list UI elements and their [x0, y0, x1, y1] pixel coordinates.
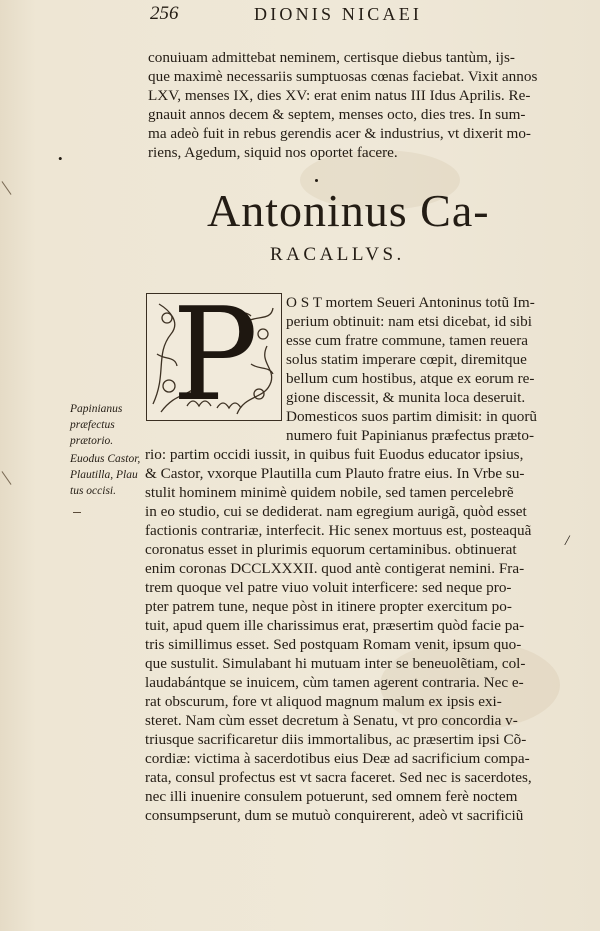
margin-note-line: prætorio. — [70, 435, 114, 447]
text-line: gione discessit, & munita loca deseruit. — [286, 389, 526, 406]
text-line: tris simillimus esset. Sed postquam Romam venit, ipsum quo- — [145, 636, 522, 653]
page-header — [150, 3, 570, 25]
text-line: laudabántque se inuicem, cùm tamen agerent contraria. Nec e- — [145, 674, 524, 691]
text-line: tuit, apud quem ille charissimus erat, præsertim quòd facie pa- — [145, 617, 525, 634]
text-line: in eo studio, cui se dediderat. nam egregium aurigã, quòd esset — [145, 503, 527, 520]
decorated-initial — [146, 281, 282, 430]
text-line: O S T mortem Seueri Antoninus totũ Im- — [286, 294, 535, 311]
text-line: conuiuam admittebat neminem, certisque diebus tantùm, ijs- — [148, 49, 515, 66]
text-line: numero fuit Papinianus præfectus præto- — [286, 427, 535, 444]
text-line: trem quoque vel patre viuo voluit interficere: sed neque pro- — [145, 579, 512, 596]
text-line: bellum cum hostibus, atque ex eorum re- — [286, 370, 535, 387]
chapter-title: Antoninus Ca- — [207, 185, 490, 236]
margin-tick: / — [565, 533, 570, 549]
margin-note-line: Papinianus — [70, 403, 123, 415]
margin-mark — [73, 512, 81, 513]
text-line: & Castor, vxorque Plautilla cum Plauto fratre eius. In Vrbe su- — [145, 465, 525, 482]
edge-mark — [2, 181, 12, 195]
running-head: DIONIS NICAEI — [254, 4, 423, 24]
text-line: cordiæ: victima à sacerdotibus eius Deæ ad sacrificium compa- — [145, 750, 530, 767]
text-line: solus statim imperare cœpit, diremitque — [286, 351, 527, 368]
text-line: que maximè necessariis sumptuosas cœnas faciebat. Vixit annos — [148, 68, 538, 85]
text-line: rata, consul profectus est vt sacra faceret. Sed nec is sacerdotes, — [145, 769, 532, 786]
text-line: rio: partim occidi iussit, in quibus fuit Euodus educator ipsius, — [145, 446, 524, 463]
text-line: enim coronas DCCLXXXII. quod antè contigerat nemini. Fra- — [145, 560, 525, 577]
decorative-dot — [315, 179, 318, 182]
margin-note-line: Plautilla, Plau — [70, 469, 138, 481]
text-line: pter patrem tune, neque pòst in itinere propter exercitum po- — [145, 598, 512, 615]
margin-note-line: præfectus — [70, 419, 115, 431]
margin-note-line: Euodus Castor, — [70, 453, 141, 465]
text-line: esse cum fratre commune, tamen reuera — [286, 332, 529, 349]
text-line: nec illi inuenire consulem potuerunt, sed omnem ferè noctem — [145, 788, 518, 805]
page-number: 256 — [150, 3, 179, 24]
edge-mark — [2, 471, 12, 485]
text-line: LXV, menses IX, dies XV: erat enim natus III Idus Aprilis. Re- — [148, 87, 531, 104]
text-line: factionis contrariæ, interfecit. Hic senex mortuus est, posteaquã — [145, 522, 532, 539]
text-line: ma adeò fuit in rebus gerendis acer & industrius, vt dixerit mo- — [148, 125, 531, 142]
initial-letter: P — [171, 281, 259, 430]
text-line: que sustulit. Simulabant hi mutuam inter se beneuolẽtiam, col- — [145, 655, 526, 672]
text-line: riens, Agedum, siquid nos oportet facere. — [148, 144, 398, 161]
text-line: perium obtinuit: nam etsi dicebat, id sibi — [286, 313, 532, 330]
chapter-title-continued: RACALLVS. — [270, 244, 405, 265]
text-line: gnauit annos decem & septem, menses octo, dies tres. In sum- — [148, 106, 526, 123]
text-line: rat obscurum, fore vt aliquod magnum malum ex ipsis exi- — [145, 693, 502, 710]
text-line: stulit hominem minimè quidem nobile, sed tamen percelebrẽ — [145, 484, 514, 501]
text-line: Domesticos suos partim dimisit: in quorũ — [286, 408, 538, 425]
margin-bullet: • — [58, 151, 63, 166]
text-line: triusque sacrificaretur diis immortalibus, ac præsertim ipsi Cõ- — [145, 731, 527, 748]
text-line: steret. Nam cùm esset decretum à Senatu, vt pro concordia v- — [145, 712, 518, 729]
text-line: consumpserunt, dum se mutuò conquirerent, adeò vt sacrificiũ — [145, 807, 524, 824]
margin-note-line: tus occisi. — [70, 485, 116, 497]
text-line: coronatus esset in plurimis equorum certaminibus. obtinuerat — [145, 541, 517, 558]
